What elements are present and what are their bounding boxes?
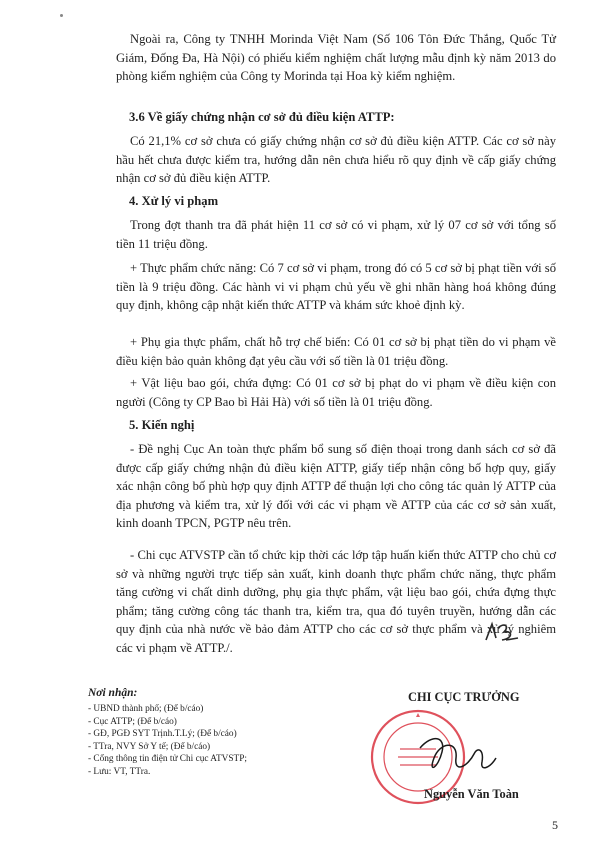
signer-name: Nguyễn Văn Toàn — [424, 787, 519, 801]
paragraph-intro: Ngoài ra, Công ty TNHH Morinda Việt Nam (Số 106 Tôn Đức Thắng, Quốc Tử Giám, Đống Đa, Hà Nội) có phiếu kiểm nghiệm chất lượng mẫu định kỳ năm 2013 do phòng kiểm nghiệm của Công ty Morinda tại Hoa kỳ kiểm nghiệm. — [116, 32, 556, 83]
paragraph-recommendation-2: - Chi cục ATVSTP cần tổ chức kịp thời các lớp tập huấn kiến thức ATTP cho chủ cơ sở và những người trực tiếp sản xuất, kinh doanh thực phẩm chức năng, thực phẩm tăng cường vi chất dinh dưỡng, phụ gia thực phẩm, vật liệu bao gói, chứa đựng thực phẩm; tăng cường công tác thanh tra, kiểm tra, qua đó tuyên truyền, hướng dẫn các quy định của nhà nước về bảo đảm ATTP cho các cơ sở thực phẩm và xử lý nghiêm các vi phạm về ATTP./. — [116, 548, 556, 655]
recipients-title: Nơi nhận: — [88, 687, 138, 699]
recipient-item: - Cổng thông tin điện tử Chi cục ATVSTP; — [88, 754, 247, 764]
heading-certification: 3.6 Về giấy chứng nhận cơ sở đủ điều kiện ATTP: — [129, 110, 395, 124]
recipient-item: - GĐ, PGĐ SYT Trịnh.T.Lý; (Để b/cáo) — [88, 729, 237, 739]
recipient-item: - Cục ATTP; (Để b/cáo) — [88, 716, 177, 727]
signature-icon — [412, 728, 502, 783]
recipient-item: - UBND thành phố; (Để b/cáo) — [88, 704, 204, 714]
scan-speck — [60, 14, 63, 17]
paragraph-packaging: + Vật liệu bao gói, chứa đựng: Có 01 cơ sở bị phạt do vi phạm về điều kiện con người (Công ty CP Bao bì Hải Hà) với số tiền là 01 triệu đồng. — [116, 376, 556, 409]
paragraph-certification: Có 21,1% cơ sở chưa có giấy chứng nhận cơ sở đủ điều kiện ATTP. Các cơ sở này hầu hết chưa được kiểm tra, hướng dẫn nên chưa hiểu rõ quy định về cấp giấy chứng nhận cơ sở đủ điều kiện ATTP. — [116, 134, 556, 185]
initial-mark — [482, 620, 522, 644]
paragraph-violations-summary: Trong đợt thanh tra đã phát hiện 11 cơ sở có vi phạm, xử lý 07 cơ sở với tổng số tiền 11 triệu đồng. — [116, 218, 556, 251]
paragraph-recommendation-1: - Đề nghị Cục An toàn thực phẩm bổ sung số điện thoại trong danh sách cơ sở đã được cấp giấy chứng nhận đủ điều kiện ATTP, giấy tiếp nhận công bố hợp quy, giấy xác nhận công bố phù hợp quy định ATTP để thuận lợi cho công tác quản lý ATTP của địa phương và kiểm tra, xử lý đối với các vi phạm về ATTP của các cơ sở sản xuất, kinh doanh TPCN, PGTP nêu trên. — [116, 442, 556, 530]
signer-title: CHI CỤC TRƯỞNG — [408, 690, 520, 704]
recipients-block — [88, 686, 348, 778]
recipient-item: - Lưu: VT, TTra. — [88, 766, 151, 777]
page-number: 5 — [552, 818, 558, 832]
paragraph-functional-food: + Thực phẩm chức năng: Có 7 cơ sở vi phạm, trong đó có 5 cơ sở bị phạt tiền với số tiền là 9 triệu đồng. Các hành vi vi phạm chủ yếu về ghi nhãn hàng hoá không đúng quy định, không cập nhật kiến thức ATTP và khám sức khoẻ định kỳ. — [116, 261, 556, 312]
paragraph-food-additives: + Phụ gia thực phẩm, chất hỗ trợ chế biến: Có 01 cơ sở bị phạt tiền do vi phạm về điều kiện bảo quản không đạt yêu cầu với số tiền là 01 triệu đồng. — [116, 335, 556, 368]
heading-recommendations: 5. Kiến nghị — [129, 418, 195, 432]
heading-violations: 4. Xử lý vi phạm — [129, 194, 219, 208]
recipient-item: - TTra, NVY Sở Y tế; (Để b/cáo) — [88, 741, 211, 752]
